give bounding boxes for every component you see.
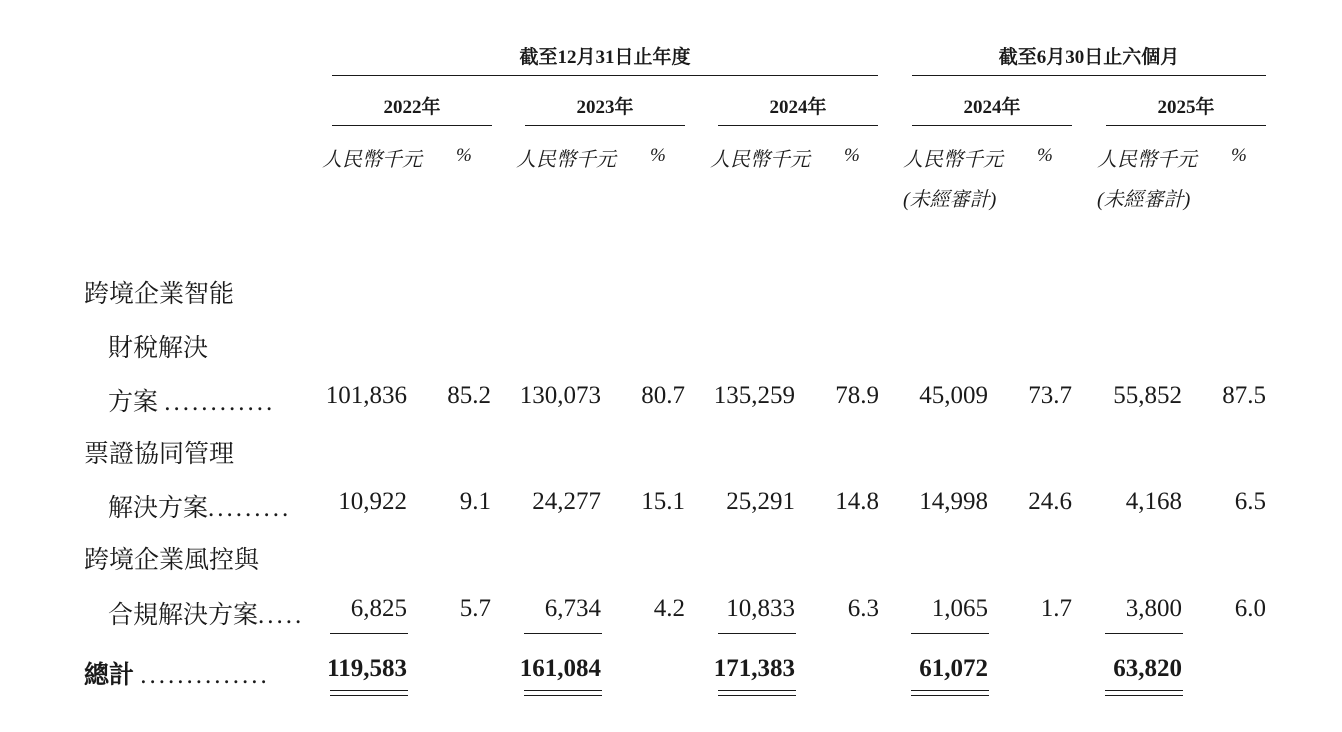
unit-label: 人民幣千元 bbox=[516, 149, 616, 171]
value-2024h1-rmb: 14,998 bbox=[919, 488, 988, 515]
value-2022-pct: 85.2 bbox=[447, 382, 491, 409]
row-label-text: 解決方案 bbox=[108, 495, 209, 522]
row-label-line bbox=[108, 382, 275, 418]
value-2025h1-rmb: 4,168 bbox=[1125, 488, 1182, 515]
value-2023-rmb: 130,073 bbox=[519, 382, 601, 409]
row-label-line: 跨境企業風控與 bbox=[84, 547, 260, 574]
year-header-2023: 2023年 bbox=[576, 97, 634, 118]
value-2025h1-pct: 6.0 bbox=[1234, 595, 1266, 622]
value-2024h1-pct: 1.7 bbox=[1040, 595, 1072, 622]
total-label-text: 總計 bbox=[84, 662, 135, 689]
leader-dots: .............. bbox=[140, 662, 270, 689]
value-2022-pct: 9.1 bbox=[459, 488, 491, 515]
unaudited-label: (未經審計) bbox=[1097, 189, 1191, 211]
total-label bbox=[84, 655, 270, 691]
year-header-2022: 2022年 bbox=[383, 97, 441, 118]
row-label-text: 方案 bbox=[108, 389, 159, 416]
row-label-line: 票證協同管理 bbox=[84, 441, 235, 468]
value-2024h1-rmb: 1,065 bbox=[931, 595, 988, 622]
year-header-2025-interim: 2025年 bbox=[1157, 97, 1215, 118]
value-2024-rmb: 135,259 bbox=[713, 382, 795, 409]
value-2024-rmb: 10,833 bbox=[726, 595, 795, 622]
pct-label: % bbox=[844, 145, 860, 166]
header-annual-period: 截至12月31日止年度 bbox=[519, 47, 691, 68]
year-rule-2024-annual bbox=[718, 125, 878, 126]
value-2023-pct: 80.7 bbox=[641, 382, 685, 409]
value-2023-pct: 4.2 bbox=[653, 595, 685, 622]
leader-dots: ..... bbox=[258, 602, 305, 629]
value-2024h1-pct: 24.6 bbox=[1028, 488, 1072, 515]
total-2024h1-rmb: 61,072 bbox=[919, 655, 988, 682]
year-rule-2023 bbox=[525, 125, 685, 126]
total-2022-rmb: 119,583 bbox=[327, 655, 407, 682]
value-2025h1-pct: 87.5 bbox=[1222, 382, 1266, 409]
year-header-2024-interim: 2024年 bbox=[963, 97, 1021, 118]
value-2022-rmb: 101,836 bbox=[325, 382, 407, 409]
unaudited-label: (未經審計) bbox=[903, 189, 997, 211]
header-interim-rule bbox=[912, 75, 1266, 76]
subtotal-rule bbox=[911, 633, 989, 634]
unit-label: 人民幣千元 bbox=[322, 149, 422, 171]
total-double-rule bbox=[911, 690, 989, 696]
total-double-rule bbox=[524, 690, 602, 696]
pct-label: % bbox=[1037, 145, 1053, 166]
total-double-rule bbox=[718, 690, 796, 696]
year-header-2024-annual: 2024年 bbox=[769, 97, 827, 118]
value-2022-rmb: 10,922 bbox=[338, 488, 407, 515]
unit-label: 人民幣千元 bbox=[710, 149, 810, 171]
value-2024-pct: 6.3 bbox=[847, 595, 879, 622]
value-2025h1-rmb: 55,852 bbox=[1113, 382, 1182, 409]
row-label-line bbox=[108, 595, 304, 631]
leader-dots: ......... bbox=[208, 495, 292, 522]
unit-label: 人民幣千元 bbox=[903, 149, 1003, 171]
unit-label: 人民幣千元 bbox=[1097, 149, 1197, 171]
value-2025h1-pct: 6.5 bbox=[1234, 488, 1266, 515]
value-2022-rmb: 6,825 bbox=[350, 595, 407, 622]
value-2025h1-rmb: 3,800 bbox=[1125, 595, 1182, 622]
row-label-text: 合規解決方案 bbox=[108, 602, 259, 629]
row-label-line: 跨境企業智能 bbox=[84, 281, 235, 308]
total-2023-rmb: 161,084 bbox=[519, 655, 601, 682]
value-2022-pct: 5.7 bbox=[459, 595, 491, 622]
pct-label: % bbox=[456, 145, 472, 166]
subtotal-rule bbox=[718, 633, 796, 634]
value-2024-rmb: 25,291 bbox=[726, 488, 795, 515]
value-2024-pct: 14.8 bbox=[835, 488, 879, 515]
value-2023-rmb: 24,277 bbox=[532, 488, 601, 515]
pct-label: % bbox=[1231, 145, 1247, 166]
leader-dots: ............ bbox=[164, 389, 276, 416]
value-2024h1-rmb: 45,009 bbox=[919, 382, 988, 409]
total-2025h1-rmb: 63,820 bbox=[1113, 655, 1182, 682]
subtotal-rule bbox=[1105, 633, 1183, 634]
total-2024-rmb: 171,383 bbox=[713, 655, 795, 682]
total-double-rule bbox=[1105, 690, 1183, 696]
subtotal-rule bbox=[330, 633, 408, 634]
year-rule-2022 bbox=[332, 125, 492, 126]
year-rule-2025-interim bbox=[1106, 125, 1266, 126]
header-annual-rule bbox=[332, 75, 878, 76]
subtotal-rule bbox=[524, 633, 602, 634]
value-2023-rmb: 6,734 bbox=[544, 595, 601, 622]
header-interim-period: 截至6月30日止六個月 bbox=[998, 47, 1180, 68]
value-2024h1-pct: 73.7 bbox=[1028, 382, 1072, 409]
total-double-rule bbox=[330, 690, 408, 696]
value-2024-pct: 78.9 bbox=[835, 382, 879, 409]
year-rule-2024-interim bbox=[912, 125, 1072, 126]
pct-label: % bbox=[650, 145, 666, 166]
row-label-line: 財稅解決 bbox=[108, 335, 209, 362]
row-label-line bbox=[108, 488, 291, 524]
value-2023-pct: 15.1 bbox=[641, 488, 685, 515]
